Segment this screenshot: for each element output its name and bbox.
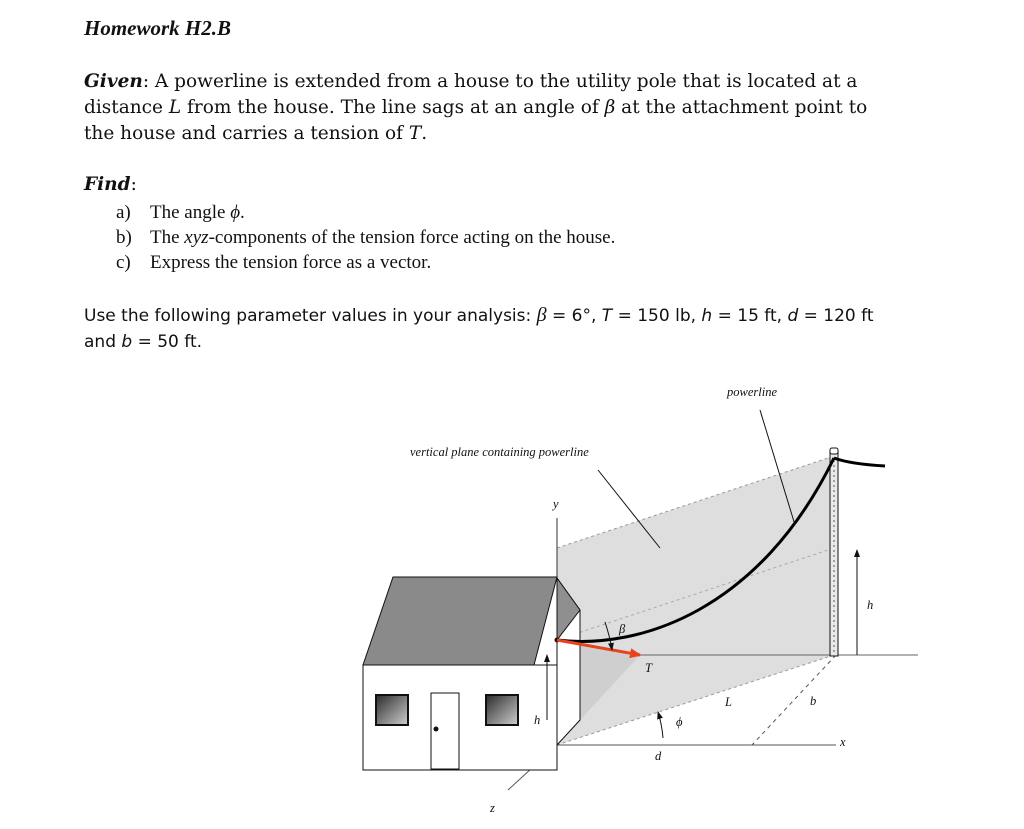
find-item-marker: c) bbox=[116, 252, 131, 273]
param-T-symbol: T bbox=[601, 306, 613, 326]
param-d-value: = 120 ft and bbox=[84, 306, 874, 352]
find-item-post: -components of the tension force acting on the house. bbox=[208, 227, 616, 248]
given-var-L: L bbox=[168, 97, 182, 118]
label-axis-x: x bbox=[840, 735, 846, 749]
vertical-plane bbox=[557, 456, 834, 745]
label-vertical-plane: vertical plane containing powerline bbox=[410, 445, 589, 459]
find-item-post: Express the tension force as a vector. bbox=[150, 252, 432, 273]
given-var-T: T bbox=[408, 123, 422, 144]
find-item-var: ϕ bbox=[230, 202, 241, 223]
find-item-pre: The bbox=[150, 227, 185, 248]
given-label: Given bbox=[84, 71, 143, 92]
param-beta-symbol: β bbox=[536, 304, 547, 326]
label-h-pole: h bbox=[867, 598, 874, 612]
params-intro: Use the following parameter values in your analysis: bbox=[84, 306, 537, 326]
find-item-var: xyz bbox=[184, 227, 209, 248]
label-axis-z: z bbox=[490, 801, 495, 815]
phi-angle-arc bbox=[658, 712, 663, 738]
label-phi: ϕ bbox=[676, 715, 683, 729]
label-tension: T bbox=[645, 661, 652, 675]
given-text-4: . bbox=[421, 123, 428, 144]
label-b: b bbox=[810, 694, 817, 708]
given-text-3: at the attachment point to the house and carries a tension of bbox=[84, 97, 868, 144]
find-item-marker: b) bbox=[116, 227, 132, 248]
param-h-value: = 15 ft, bbox=[712, 306, 788, 326]
param-T-value: = 150 lb, bbox=[612, 306, 702, 326]
label-L: L bbox=[725, 695, 732, 709]
param-b-symbol: b bbox=[121, 332, 133, 352]
house-window-left bbox=[376, 695, 408, 725]
label-d: d bbox=[655, 749, 662, 763]
param-beta-value: = 6°, bbox=[546, 306, 602, 326]
house-window-right bbox=[486, 695, 518, 725]
homework-title: Homework H2.B bbox=[84, 16, 232, 40]
param-d-symbol: d bbox=[787, 306, 799, 326]
param-b-value: = 50 ft. bbox=[132, 332, 203, 352]
label-axis-y: y bbox=[553, 497, 559, 511]
given-text-1: : A powerline is extended from a house to the utility pole that is located at a distance bbox=[84, 71, 858, 118]
given-var-beta: β bbox=[604, 97, 616, 118]
find-label: Find bbox=[84, 174, 131, 195]
find-item-pre: The angle bbox=[150, 202, 231, 223]
param-h-symbol: h bbox=[701, 306, 713, 326]
door-knob bbox=[434, 727, 439, 732]
powerline-beyond-pole bbox=[834, 458, 885, 466]
given-text-2: from the house. The line sags at an angle of bbox=[181, 97, 605, 118]
pole-cap bbox=[830, 448, 838, 454]
find-colon: : bbox=[130, 174, 137, 195]
find-item-marker: a) bbox=[116, 202, 131, 223]
house-roof bbox=[363, 577, 557, 665]
label-h-house: h bbox=[534, 713, 541, 727]
find-item-post: . bbox=[240, 202, 245, 223]
label-beta: β bbox=[619, 622, 626, 636]
label-powerline: powerline bbox=[727, 385, 777, 399]
